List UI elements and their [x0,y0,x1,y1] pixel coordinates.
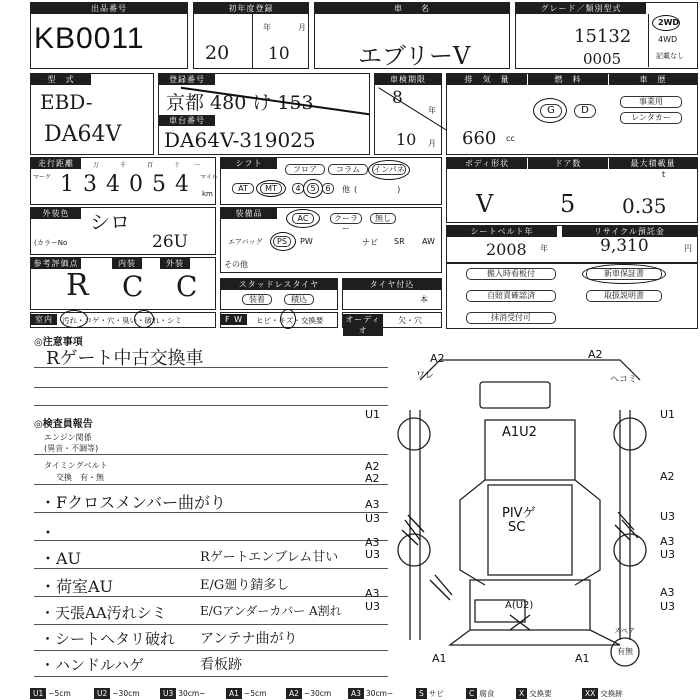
cc-label: cc [506,134,515,143]
report-right-5: 看板跡 [200,657,242,673]
report-left-6: ・シートヘタリ破れ [40,630,176,648]
car-diagram [390,340,700,680]
mileage-label: 走行距離 [31,158,81,169]
dmg-a3-2: A3 [365,536,380,549]
dmg-a2-1: A2 [430,352,445,365]
doc-insurance: 自賠責確認済 [466,290,556,302]
equip-sr: SR [394,237,405,246]
displacement: 660 [462,128,497,149]
lot-label: 出品番号 [31,3,187,14]
legend-u1: U1 ~5cm [30,688,71,699]
dmg-a1-2: A1 [575,652,590,665]
mileage-km: km [202,190,213,198]
dmg-a2-4: A2 [365,472,380,485]
fuel-label: 燃 料 [528,74,608,85]
dmg-a1u2: A1U2 [502,425,537,440]
model-label: 型 式 [31,74,91,85]
dmg-a3-4: A3 [365,587,380,600]
legend-a2: A2 ~30cm [286,688,331,699]
legend-u2: U2 ~30cm [94,688,140,699]
load-unit: t [662,170,666,179]
body-label: ボディ形状 [447,158,527,169]
month-label: 月 [298,23,306,32]
legend-a1: A1 ~5cm [226,688,266,699]
notes-title: ◎注意事項 [34,337,83,348]
recycle-value: 9,310 [600,236,649,256]
mileage-unit-3: 百 [147,162,154,169]
body-type: V [476,190,494,218]
fw-label: F W [221,314,247,325]
color-label: 外装色 [31,208,81,219]
shift-inpane: インパネ [373,165,405,174]
studless-load: 積込 [284,294,314,305]
report-engine: エンジン関係 [44,433,92,442]
lot-number: KB0011 [34,22,145,55]
report-title: ◎検査員報告 [34,419,93,430]
report-left-7: ・ハンドルハゲ [40,656,144,674]
mileage-unit-5: 一 [194,162,201,169]
color-value: シロ [90,210,130,234]
car-name-label: 車 名 [315,3,509,14]
equip-ac: AC [292,213,314,224]
report-left-3: ・AU [40,549,82,568]
dmg-a3-3: A3 [660,535,675,548]
dmg-a3-1: A3 [365,498,380,511]
grade2: 0005 [583,50,622,68]
inspect-label: 車検期限 [375,74,441,85]
disp-label: 排 気 量 [447,74,527,85]
report-left-4: ・荷室AU [40,577,114,596]
equip-aw: AW [422,237,435,246]
mileage-unit-4: 十 [174,162,181,169]
dmg-u3-6: U3 [660,600,676,613]
recycle-unit: 円 [684,244,692,253]
equip-label: 装備品 [221,208,277,219]
legend-c: C 腐食 [466,688,494,699]
report-left-5: ・天張AA汚れシミ [40,604,167,622]
legend-xx: XX 交換跡 [582,688,623,699]
report-rule-7 [34,624,388,625]
load-label: 最大積載量 [609,158,697,169]
audio-items: 欠・穴 [398,316,422,325]
dmg-a3-5: A3 [660,586,675,599]
chassis-number: DA64V-319025 [164,128,316,152]
use-rental: レンタカー [620,112,682,124]
dmg-sc: SC [508,520,526,535]
dmg-u3-3: U3 [365,548,381,561]
recycle-label: リサイクル預託金 [562,226,697,237]
inspect-2: 10 [396,130,417,149]
int-items-label: 室内 [31,314,57,325]
model-1: EBD- [40,90,93,114]
tire-unit: 本 [420,295,428,304]
dmg-u1-1: U1 [365,408,381,421]
dmg-dent: ヘコミ [610,375,638,385]
reg-number: 京都 480 け 153 [166,92,314,114]
int-circle-2 [134,310,154,328]
score-value: R [66,268,89,303]
shift-circle-1 [368,160,410,180]
shift-other: 他 [342,185,350,194]
report-rule-9 [34,676,388,677]
equip-ac-circle [286,209,320,228]
studless-label: スタッドレスタイヤ [221,279,337,290]
shift-circle-2 [256,180,286,197]
first-reg-month: 10 [268,44,290,64]
dmg-a2-3: A2 [365,460,380,473]
dmg-au2: A(U2) [505,600,534,611]
shift-at: AT [232,183,254,194]
grade: 15132 [574,26,632,47]
score-label: 参考評価点 [31,258,81,269]
equip-pw: PW [300,237,313,246]
report-engine2: (異音・不調等) [44,444,99,453]
legend-a3: A3 30cm~ [348,688,393,699]
report-rule-1 [34,454,388,455]
color-no-label: (カラーNo [34,239,68,247]
drive-none: 記載なし [656,52,684,60]
shift-column: コラム [328,164,368,175]
first-reg-year: 20 [205,42,230,64]
color-no: 26U [152,232,188,252]
dmg-pivge: PIVゲ [502,506,536,521]
door-label: ドア数 [528,158,608,169]
dmg-u1-2: U1 [660,408,676,421]
dmg-a1-1: A1 [432,652,447,665]
legend-s: S サビ [416,688,444,699]
model-2: DA64V [44,122,122,147]
report-right-2: E/G廻り錆多し [200,578,290,593]
notes-line1: Rゲート中古交換車 [46,348,204,369]
drive-circle [652,15,680,31]
dmg-u3-5: U3 [365,600,381,613]
ext-label: 外装 [160,258,190,269]
fuel-d: D [574,104,596,118]
report-left-1: ・Fクロスメンバー曲がり [40,493,226,512]
equip-other: その他 [224,260,248,269]
shift-circle-3 [303,179,323,198]
report-rule-4 [34,540,388,541]
belt-year: 2008 [486,240,527,259]
load-value: 0.35 [622,194,667,218]
shift-label: シフト [221,158,277,169]
fw-circle [280,309,296,329]
reg-label: 登録番号 [159,74,215,85]
mileage-unit-2: 千 [120,162,127,169]
inspect-year: 年 [428,106,436,115]
inspect-1: 8 [392,88,403,108]
drive-4wd: 4WD [658,35,678,44]
ext-score: C [176,270,198,303]
shift-5: 5 [307,183,319,194]
report-right-3: E/Gアンダーカバー A割れ [200,604,342,618]
divider [252,14,253,69]
equip-ps: PS [273,236,291,247]
note-rule-1 [34,367,388,368]
use-business: 事業用 [620,96,682,108]
report-right-4: アンテナ曲がり [200,631,298,647]
report-rule-5 [34,568,388,569]
car-name: エブリーV [358,42,471,70]
report-right-1: Rゲートエンブレム甘い [200,550,339,565]
use-label: 車 歴 [609,74,697,85]
note-rule-3 [34,405,388,406]
studless-fit: 装着 [242,294,272,305]
report-belt2: 交換 有・無 [56,473,104,482]
belt-unit: 年 [540,244,548,253]
doc-signboard: 搬入時看板付 [466,268,556,280]
shift-4: 4 [292,183,304,194]
door-count: 5 [560,190,576,218]
legend-bar [30,688,698,700]
equip-cooler: クーラー [330,213,362,224]
mileage-unit-1: 万 [93,162,100,169]
fuel-g: G [540,104,562,118]
note-rule-2 [34,387,388,388]
equip-navi: ナビ [362,238,378,247]
legend-u3: U3 30cm~ [160,688,206,699]
grade-label: グレード／類別型式 [516,3,646,14]
int-score: C [122,270,144,303]
spare-mark: 有無 [617,647,633,656]
chassis-label: 車台番号 [159,115,215,126]
doc-warranty: 新車保証書 [586,268,662,280]
report-belt: タイミングベルト [44,461,108,470]
dmg-crack: ワレ [416,371,435,381]
first-reg-label: 初年度登録 [194,3,308,14]
inspect-month: 月 [428,139,436,148]
doc-warranty-circle [582,264,666,284]
fw-items: ヒビ・キズ・交換要 [256,316,324,325]
shift-floor: フロア [285,164,325,175]
drive-2wd: 2WD [658,18,680,27]
dmg-u3-2: U3 [660,510,676,523]
int-items: 汚れ・コゲ・穴・臭い・破れ・シミ [62,316,182,325]
equip-ps-circle [270,232,296,251]
tire-label: タイヤ付込 [343,279,441,290]
spare-label: スペア [614,627,635,635]
audio-label: オーディオ [343,314,383,336]
mileage-meter: マーク [33,174,52,181]
year-label: 年 [263,23,271,32]
int-circle-1 [60,310,88,328]
shift-6: 6 [322,183,334,194]
report-left-2: ・ [40,523,57,542]
shift-mt: MT [260,183,282,194]
doc-manual: 取扱説明書 [586,290,662,302]
belt-label: シートベルト年 [447,226,557,237]
legend-x: X 交換要 [516,688,552,699]
dmg-u3-4: U3 [660,548,676,561]
shift-paren: ( ) [354,185,401,194]
doc-cancel: 抹消受付可 [466,312,556,324]
equip-none: 無し [370,213,396,224]
mileage-mile: マイル [200,174,218,181]
int-label: 内装 [112,258,142,269]
dmg-a2-5: A2 [660,470,675,483]
equip-airbag: エアバッグ [228,238,263,246]
fuel-circle [533,98,567,123]
dmg-a2-2: A2 [588,348,603,361]
mileage-value: 134054 [60,172,198,197]
report-rule-2 [34,484,388,485]
dmg-u3-1: U3 [365,512,381,525]
report-rule-8 [34,650,388,651]
